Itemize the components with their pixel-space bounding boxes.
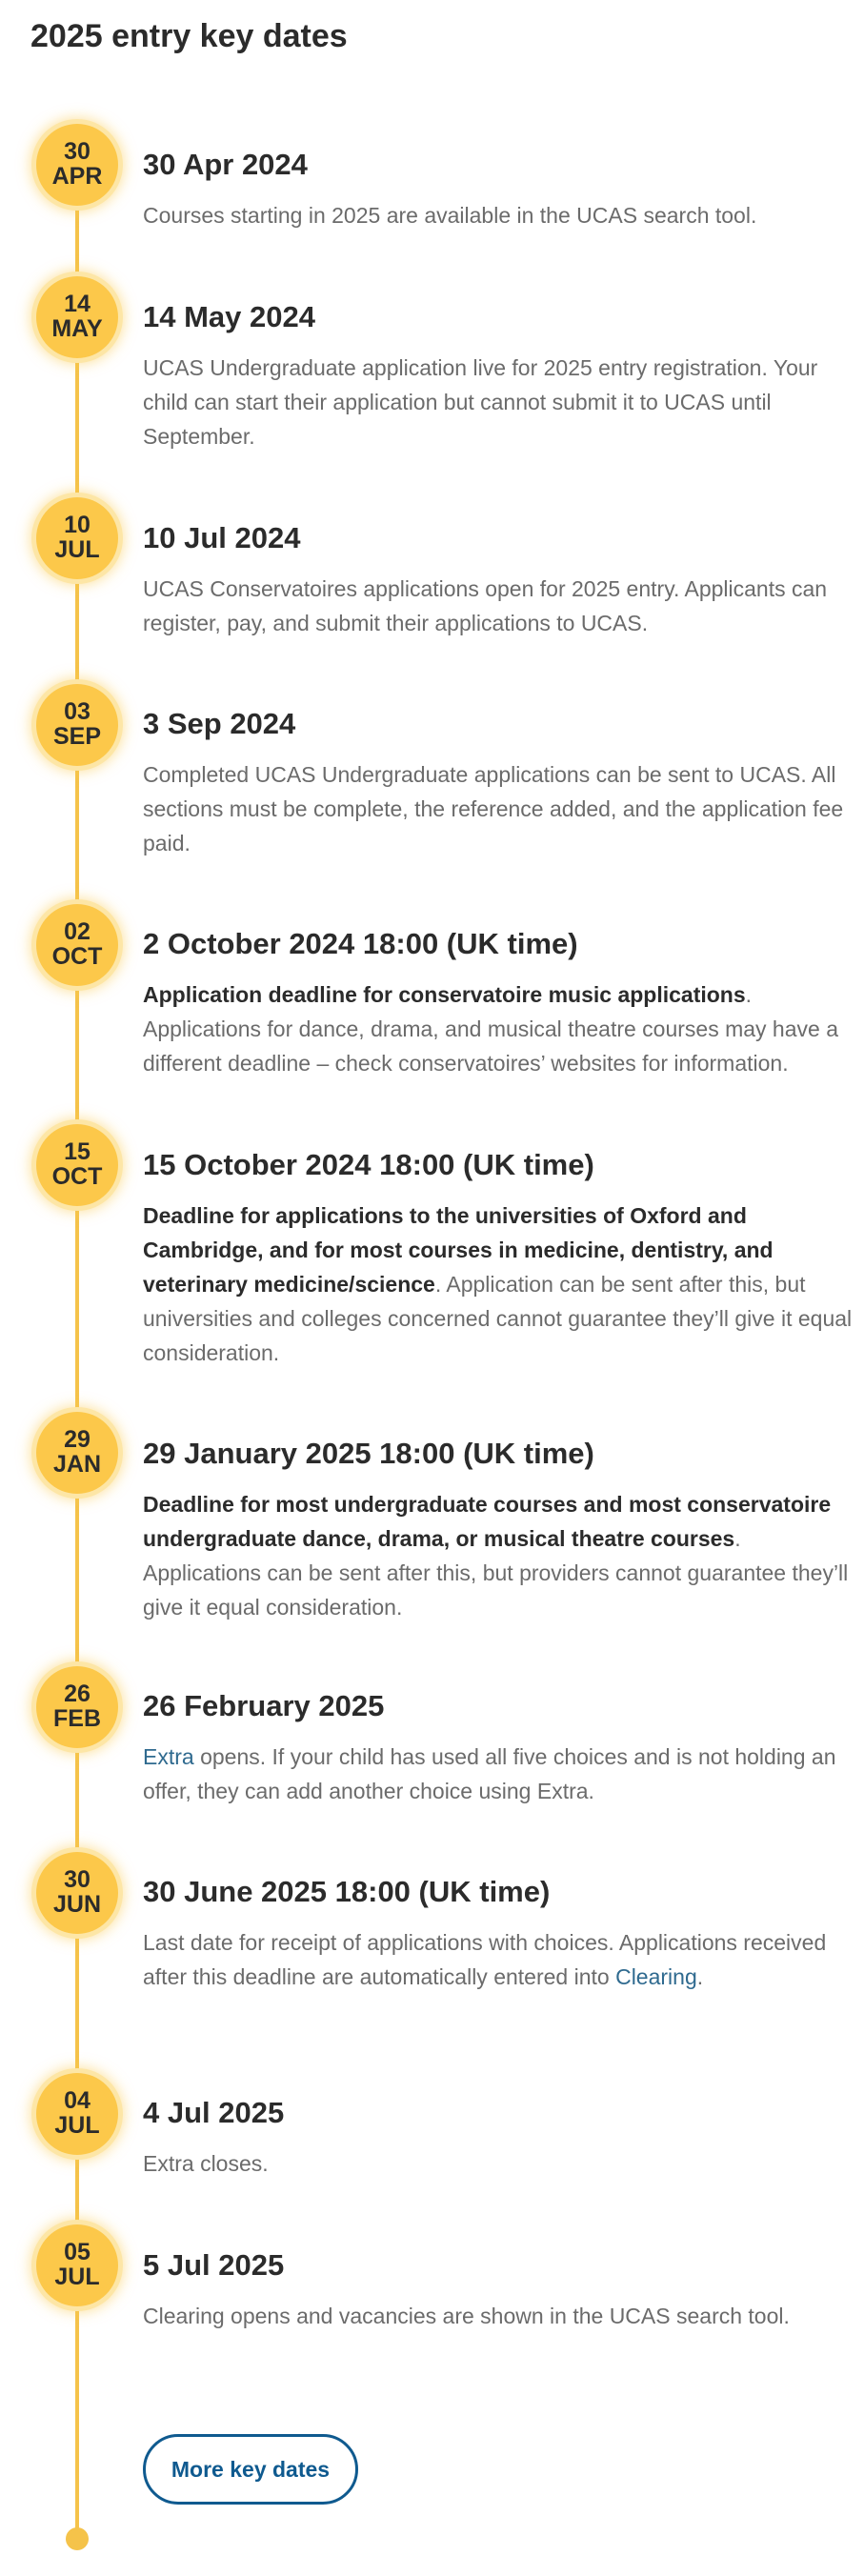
badge-month: JUL: [54, 2112, 100, 2139]
badge-month: MAY: [51, 315, 103, 342]
badge-day: 04: [64, 2087, 90, 2114]
event-description: UCAS Conservatoires applications open for 2025 entry. Applicants can register, pay, and submit their applications to UCAS.: [143, 576, 828, 635]
date-badge: [36, 1412, 118, 1494]
badge-day: 14: [64, 291, 90, 317]
date-badge: [36, 124, 118, 206]
badge-day: 26: [64, 1680, 90, 1707]
badge-day: 10: [64, 512, 90, 538]
event-description: Clearing opens and vacancies are shown in the UCAS search tool.: [143, 2304, 790, 2328]
badge-day: 02: [64, 918, 90, 945]
badge-month: OCT: [51, 943, 103, 970]
event-heading: 30 June 2025 18:00 (UK time): [143, 1875, 551, 1908]
event-heading: 29 January 2025 18:00 (UK time): [143, 1437, 594, 1470]
badge-month: SEP: [52, 723, 102, 750]
event-description: UCAS Undergraduate application live for 2025 entry registration. Your child can start their application but cannot submit it to UCAS until September.: [143, 355, 818, 449]
timeline-end-dot: [66, 2527, 89, 2550]
date-badge: [36, 904, 118, 986]
date-badge: [36, 1852, 118, 1934]
badge-day: 05: [64, 2239, 90, 2265]
event-heading: 2 October 2024 18:00 (UK time): [143, 927, 578, 960]
event-description: Courses starting in 2025 are available in the UCAS search tool.: [143, 203, 757, 228]
date-badge: [36, 1666, 118, 1748]
badge-day: 30: [64, 1866, 90, 1893]
badge-day: 15: [64, 1138, 90, 1165]
event-description: Last date for receipt of applications with choices. Applications received after this deadline are automatically entered into Clearing.: [143, 1930, 827, 1989]
badge-month: JUN: [52, 1891, 101, 1918]
badge-month: JUL: [54, 536, 100, 563]
clearing-link[interactable]: Clearing: [615, 1964, 697, 1989]
badge-month: OCT: [51, 1163, 103, 1190]
event-heading: 15 October 2024 18:00 (UK time): [143, 1148, 594, 1181]
event-description: Application deadline for conservatoire music applications. Applications for dance, drama, and musical theatre courses may have a different deadline – check conservatoires’ websites for information.: [143, 982, 838, 1076]
badge-day: 30: [64, 138, 90, 165]
badge-day: 03: [64, 698, 90, 725]
more-key-dates-button[interactable]: More key dates: [143, 2434, 358, 2505]
event-description: Completed UCAS Undergraduate applications can be sent to UCAS. All sections must be complete, the reference added, and the application fee paid.: [143, 762, 844, 855]
badge-month: JAN: [52, 1451, 101, 1478]
date-badge: [36, 2073, 118, 2155]
date-badge: [36, 276, 118, 358]
date-badge: [36, 684, 118, 766]
event-heading: 3 Sep 2024: [143, 707, 296, 740]
event-heading: 4 Jul 2025: [143, 2096, 285, 2129]
event-heading: 10 Jul 2024: [143, 521, 301, 554]
event-description: Extra opens. If your child has used all five choices and is not holding an offer, they can add another choice using Extra.: [143, 1744, 836, 1803]
event-heading: 5 Jul 2025: [143, 2248, 285, 2282]
badge-month: APR: [51, 163, 103, 190]
badge-month: FEB: [53, 1705, 101, 1732]
event-heading: 30 Apr 2024: [143, 148, 308, 181]
event-description: Extra closes.: [143, 2151, 269, 2176]
badge-month: JUL: [54, 2264, 100, 2290]
date-badge: [36, 1124, 118, 1206]
date-badge: [36, 497, 118, 579]
event-heading: 26 February 2025: [143, 1689, 385, 1722]
page-title: 2025 entry key dates: [30, 18, 348, 54]
badge-day: 29: [64, 1426, 90, 1453]
extra-link[interactable]: Extra: [143, 1744, 194, 1769]
event-description: Deadline for applications to the universities of Oxford and Cambridge, and for most courses in medicine, dentistry, and veterinary medicine/science. Application can be sent after this, but universities and colleges concerned cannot guarantee they’ll give it equal consideration.: [143, 1203, 853, 1365]
date-badge: [36, 2224, 118, 2306]
event-description: Deadline for most undergraduate courses and most conservatoire undergraduate dance, drama, or musical theatre courses. Applications can be sent after this, but providers cannot guarantee they’ll give it equal consideration.: [143, 1492, 849, 1620]
event-heading: 14 May 2024: [143, 300, 315, 333]
